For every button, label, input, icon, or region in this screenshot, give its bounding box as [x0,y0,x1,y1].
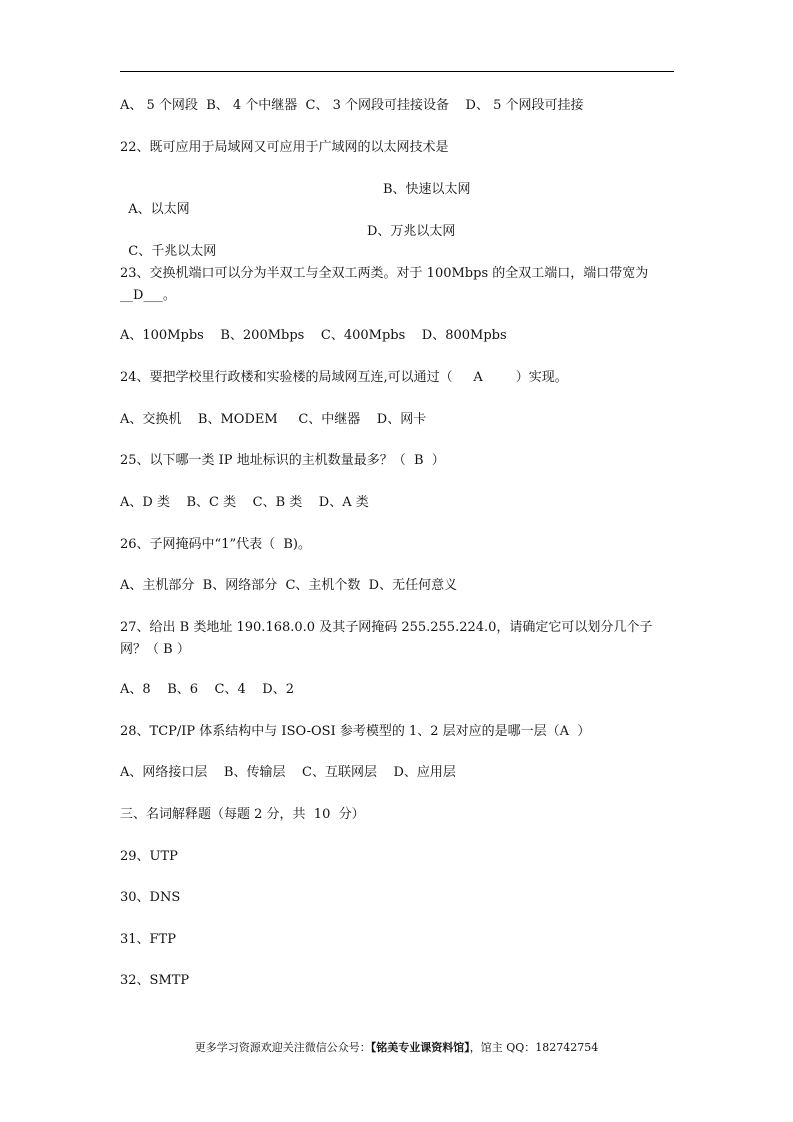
q22-question: 22、既可应用于局域网又可应用于广域网的以太网技术是 [120,140,449,155]
q24-question: 24、要把学校里行政楼和实验楼的局域网互连,可以通过（ A ）实现。 [120,370,568,385]
section3-heading: 三、名词解释题（每题 2 分，共 10 分） [120,807,365,822]
q22-option-a: A、以太网 [128,202,190,217]
q25-options: A、D 类 B、C 类 C、B 类 D、A 类 [120,495,369,510]
q32-term: 32、SMTP [120,973,190,988]
q26-question: 26、子网掩码中“1”代表（ B)。 [120,537,311,552]
q23-question: 23、交换机端口可以分为半双工与全双工两类。对于 100Mbps 的全双工端口，端口带宽为__D___。 [120,266,649,303]
q31-term: 31、FTP [120,932,176,947]
footer-prefix: 更多学习资源欢迎关注微信公众号： [194,1041,371,1054]
footer-brand: 【铭美专业课资料馆】 [370,1041,470,1054]
q21-options: A、 5 个网段 B、 4 个中继器 C、 3 个网段可挂接设备 D、 5 个网段可挂接 [120,98,584,113]
q26-options: A、主机部分 B、网络部分 C、主机个数 D、无任何意义 [120,578,458,593]
q24-options: A、交换机 B、MODEM C、中继器 D、网卡 [120,412,427,427]
q30-term: 30、DNS [120,890,181,905]
q28-options: A、网络接口层 B、传输层 C、互联网层 D、应用层 [120,765,456,780]
q23-options: A、100Mpbs B、200Mbps C、400Mpbs D、800Mpbs [120,328,507,343]
header-rule [120,71,674,72]
q28-question: 28、TCP/IP 体系结构中与 ISO-OSI 参考模型的 1、2 层对应的是哪一层（A ） [120,724,591,739]
q22-option-b: B、快速以太网 [383,182,471,197]
footer-suffix: ，馆主 QQ：182742754 [469,1041,599,1054]
page-footer [0,1040,793,1056]
q29-term: 29、UTP [120,849,178,864]
q25-question: 25、以下哪一类 IP 地址标识的主机数量最多？（ B ） [120,453,445,468]
q27-question: 27、给出 B 类地址 190.168.0.0 及其子网掩码 255.255.224.0，请确定它可以划分几个子网？（ B ） [120,620,653,657]
q27-options: A、8 B、6 C、4 D、2 [120,682,294,697]
q22-option-d: D、万兆以太网 [367,224,456,239]
q22-option-c: C、千兆以太网 [128,244,217,259]
